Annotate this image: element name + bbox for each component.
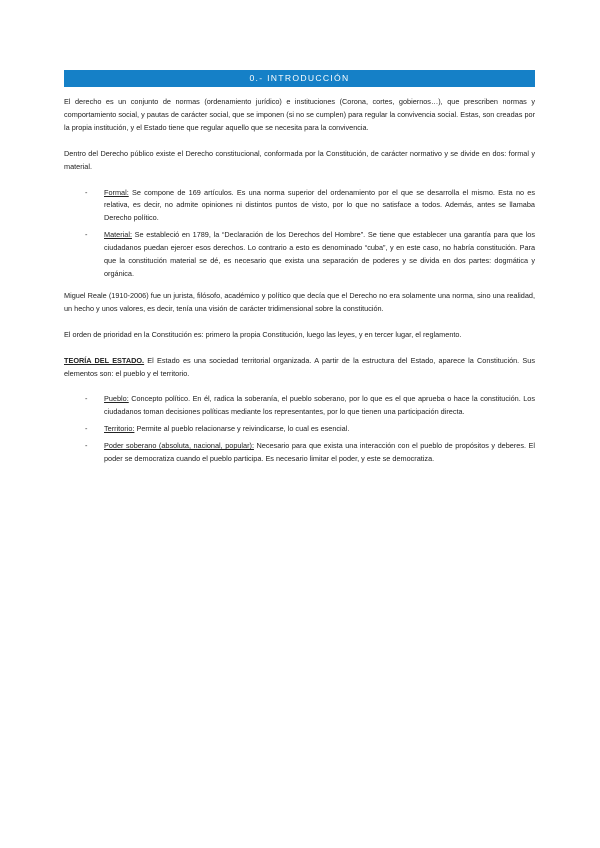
list-item-text: Permite al pueblo relacionarse y reivindicarse, lo cual es esencial. — [134, 424, 350, 434]
list-dash: - — [85, 441, 88, 451]
document-body — [64, 96, 535, 475]
list-item-text: Concepto político. En él, radica la soberanía, el pueblo soberano, por lo que es el que aprueba o hace la constitución. Los ciudadanos toman decisiones políticas mediante los representantes, por lo que tienen una participación directa. — [104, 394, 535, 417]
list-item — [64, 393, 535, 419]
list-dash: - — [85, 230, 88, 240]
list-dash: - — [85, 424, 88, 434]
section-header: 0.- INTRODUCCIÓN — [64, 70, 535, 87]
term-poder-soberano: Poder soberano (absoluta, nacional, popular): — [104, 441, 254, 451]
paragraph-priority-order: El orden de prioridad en la Constitución es: primero la propia Constitución, luego las leyes, y en tercer lugar, el reglamento. — [64, 329, 462, 339]
paragraph-miguel-reale: Miguel Reale (1910-2006) fue un jurista, filósofo, académico y político que decía que el Derecho no era solamente una norma, sino una realidad, un hecho y unos valores, es decir, tenía una visión de carácter tridimensional sobre la constitución. — [64, 290, 535, 313]
list-item-text: Se estableció en 1789, la “Declaración de los Derechos del Hombre”. Se tiene que establecer una garantía para que los ciudadanos puedan ejercer esos derechos. Lo contrario a esto es denominado “cuba”, y en este caso, no habría constitución. Para que la constitución material se dé, es necesario que exista una separación de poderes y se divida en dos partes: dogmática y orgánica. — [104, 230, 535, 278]
list-item-text: Se compone de 169 artículos. Es una norma superior del ordenamiento por el que se desarrolla el mismo. Esta no es relativa, es decir, no admite opiniones ni distintos puntos de visto, por lo que no satisface a todos. Además, antes se llamaba Derecho político. — [104, 187, 535, 223]
term-pueblo: Pueblo: — [104, 394, 129, 404]
state-elements-list — [64, 393, 535, 466]
constitution-types-list — [64, 187, 535, 281]
list-item — [64, 440, 535, 466]
list-dash: - — [85, 187, 88, 197]
list-dash: - — [85, 394, 88, 404]
term-formal: Formal: — [104, 187, 129, 197]
paragraph-definition: El derecho es un conjunto de normas (ordenamiento jurídico) e instituciones (Corona, cortes, gobiernos…), que prescriben normas y comportamiento social, y pautas de carácter social, que se imponen (si no se cumplen) para regular la convivencia social. Estas, son creadas por la propia institución, y el Estado tiene que regular aquello que se necesita para la convivencia. — [64, 97, 535, 132]
list-item — [64, 187, 535, 226]
term-material: Material: — [104, 230, 132, 240]
list-item — [64, 229, 535, 281]
paragraph-state-theory — [64, 355, 535, 381]
list-item-text: Necesario para que exista una interacción con el pueblo de propósitos y deberes. El poder se democratiza cuando el pueblo participa. Es necesario limitar el poder, y este se democratiza. — [104, 441, 535, 464]
term-territorio: Territorio: — [104, 424, 135, 434]
state-theory-text: El Estado es una sociedad territorial organizada. A partir de la estructura del Estado, aparece la Constitución. Sus elementos son: el pueblo y el territorio. — [64, 355, 535, 378]
list-item — [64, 423, 535, 436]
paragraph-constitutional-law: Dentro del Derecho público existe el Derecho constitucional, conformada por la Constitución, de carácter normativo y se divide en dos: formal y material. — [64, 148, 535, 171]
state-theory-heading: TEORÍA DEL ESTADO. — [64, 355, 145, 365]
